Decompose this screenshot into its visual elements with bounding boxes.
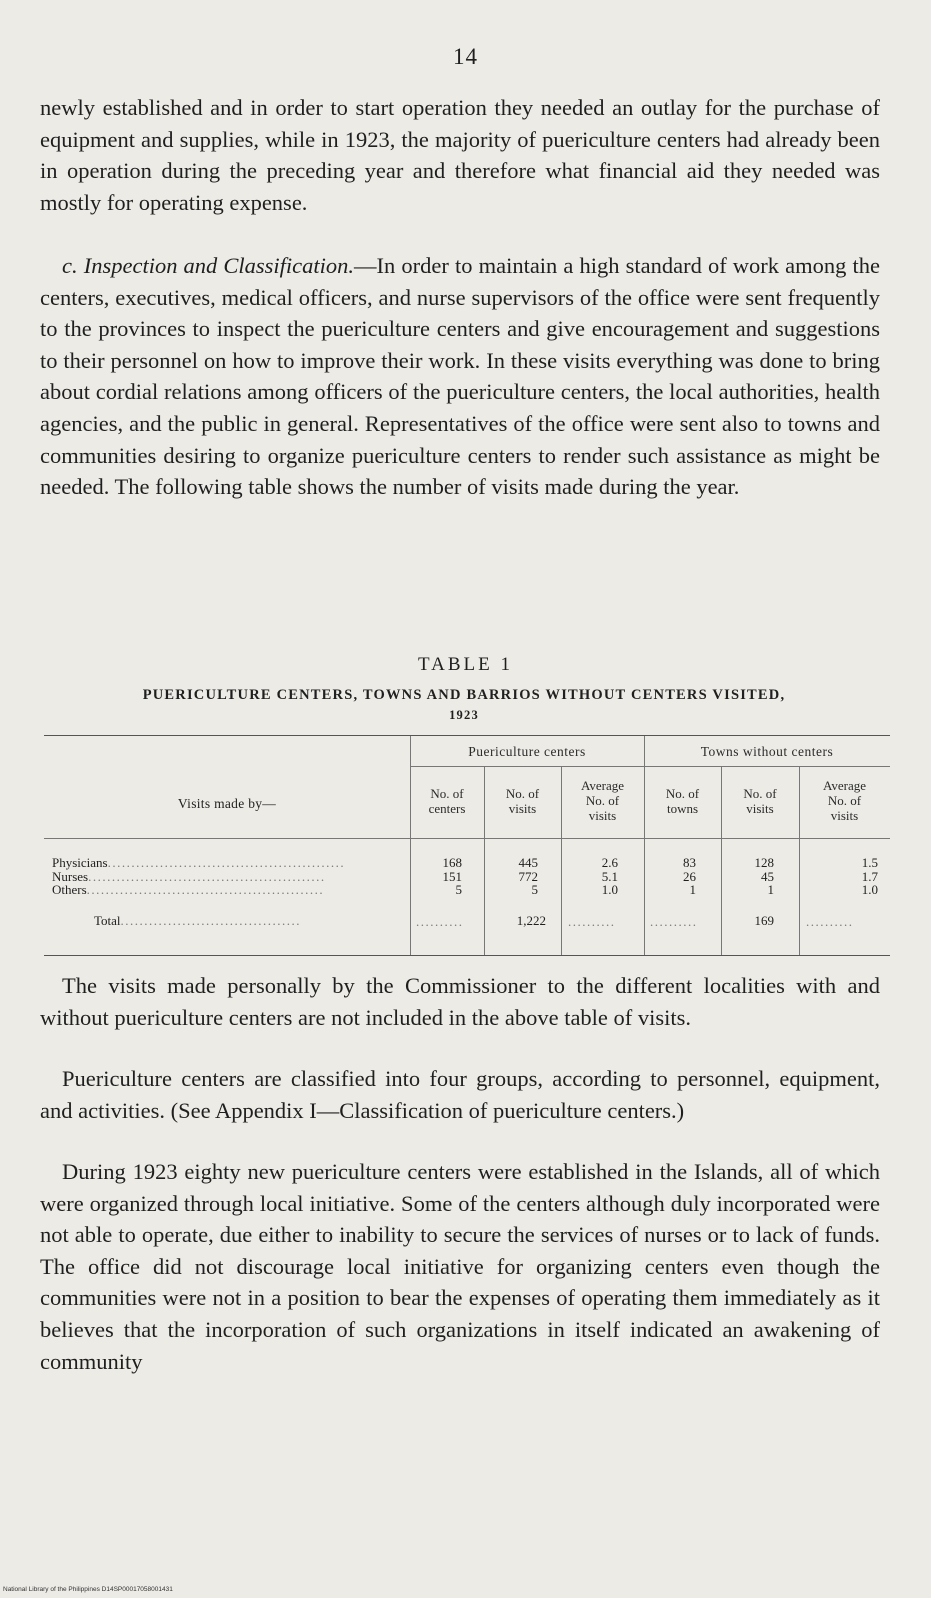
leader-dots: .......... (568, 914, 616, 929)
cell-value: 1.0 (861, 882, 878, 897)
table-group-rule (410, 766, 890, 767)
col-header-line: visits (746, 801, 774, 816)
paragraph-inspection (40, 250, 880, 503)
col-header-visits-towns (721, 786, 799, 816)
col-header-line: No. of (505, 786, 540, 801)
cell-value: 1.7 (861, 868, 878, 884)
row-label-total (94, 914, 404, 928)
row-label-nurses (52, 870, 402, 884)
cell-value: 168 (442, 855, 462, 870)
cell-value: 128 (754, 855, 774, 870)
stub-header: Visits made by— (177, 796, 277, 811)
leader-dots: .......... (806, 914, 854, 929)
table-header-rule (44, 838, 890, 839)
leader-dots: .................................................. (107, 856, 346, 870)
row-label-text: Nurses (52, 869, 89, 883)
col-header-line: visits (588, 808, 617, 823)
cell-value: 5 (455, 882, 462, 897)
cell-value: 83 (683, 855, 696, 870)
row-label-others (52, 883, 402, 897)
row-label-text: Physicians (52, 856, 108, 870)
scan-footer: National Library of the Philippines D14SP00017058001431 (3, 1586, 173, 1593)
col-header-average-towns (799, 778, 890, 823)
cell-value: 45 (761, 868, 774, 884)
page-number: 14 (453, 44, 478, 69)
table-divider (410, 736, 411, 955)
table-label: TABLE 1 (418, 654, 513, 675)
cell-value: 1 (689, 882, 696, 897)
col-header-line: Average (822, 778, 867, 793)
cell-value: 2.6 (601, 855, 618, 870)
visits-table (44, 736, 890, 955)
col-header-line: No. of (430, 786, 464, 801)
table-divider (644, 736, 645, 955)
col-header-line: towns (666, 801, 699, 816)
col-header-line: visits (508, 801, 537, 816)
paragraph-classification: Puericulture centers are classified into four groups, according to personnel, equipment, and activities. (See Appendix I—Classification of puericulture centers.) (40, 1066, 880, 1123)
cell-value: 26 (683, 868, 696, 884)
paragraph-new-centers: During 1923 eighty new puericulture centers were established in the Islands, all of which were organized through local initiative. Some of the centers although duly incorporated were not able to operate, due either to inability to secure the services of nurses or to lack of funds. The office did not discourage local initiative for organizing centers even though the communities were not in a position to bear the expenses of operating them immediately as it believes that the incorporation of such organizations in itself indicated an awakening of community (40, 1159, 880, 1374)
col-header-average-centers (561, 778, 644, 823)
table-title (44, 685, 884, 725)
paragraph-commissioner: The visits made personally by the Commissioner to the different localities with and without puericulture centers are not included in the above table of visits. (40, 973, 880, 1030)
row-label-text: Others (52, 883, 87, 897)
col-header-towns (644, 786, 721, 816)
leader-dots: .................................................. (86, 883, 325, 897)
cell-value: 1.5 (861, 855, 878, 870)
col-header-line: No. of (585, 793, 620, 808)
cell-total-visits-centers: 1,222 (516, 913, 546, 928)
leader-dots: ...................................... (120, 914, 302, 928)
cell-value: 1.0 (601, 882, 618, 897)
col-header-line: No. of (743, 786, 777, 801)
row-label-physicians (52, 856, 402, 870)
section-heading: c. Inspection and Classification. (62, 253, 355, 278)
cell-total-visits-towns: 169 (754, 913, 774, 928)
leader-dots: .......... (650, 914, 698, 929)
cell-value: 772 (518, 868, 538, 884)
cell-value: 151 (442, 868, 462, 884)
col-header-visits-centers (484, 786, 561, 816)
leader-dots: .......... (416, 914, 464, 929)
col-header-line: No. of (665, 786, 700, 801)
leader-dots: .................................................. (88, 869, 326, 883)
col-header-line: centers (428, 801, 466, 816)
cell-value: 5.1 (601, 868, 618, 884)
col-header-centers (410, 786, 484, 816)
col-header-line: Average (580, 778, 625, 793)
paragraph-continuation: newly established and in order to start operation they needed an outlay for the purchase of equipment and supplies, while in 1923, the majority of puericulture centers had already been in operation during the preceding year and therefore what financial aid they needed was mostly for operating expense. (40, 95, 880, 215)
cell-value: 1 (767, 882, 774, 897)
paragraph-inspection-body: —In order to maintain a high standard of work among the centers, executives, medical officers, and nurse supervisors of the office were sent frequently to the provinces to inspect the puericulture centers and give encouragement and suggestions to their personnel on how to improve their work. In these visits everything was done to bring about cordial relations among officers of the puericulture centers, the local authorities, health agencies, and the public in general. Representatives of the office were sent also to towns and communities desiring to organize puericulture centers to render such assistance as might be needed. The following table shows the number of visits made during the year. (40, 253, 880, 500)
cell-value: 445 (518, 855, 538, 870)
table-title-year: 1923 (449, 708, 479, 722)
table-title-text: PUERICULTURE CENTERS, TOWNS AND BARRIOS WITHOUT CENTERS VISITED, (142, 687, 786, 703)
row-label-text: Total (94, 914, 121, 928)
cell-value: 5 (531, 882, 538, 897)
group-header-towns: Towns without centers (700, 744, 834, 759)
table-bottom-rule (44, 955, 890, 956)
col-header-line: No. of (827, 793, 862, 808)
col-header-line: visits (830, 808, 859, 823)
group-header-puericulture: Puericulture centers (468, 744, 586, 759)
